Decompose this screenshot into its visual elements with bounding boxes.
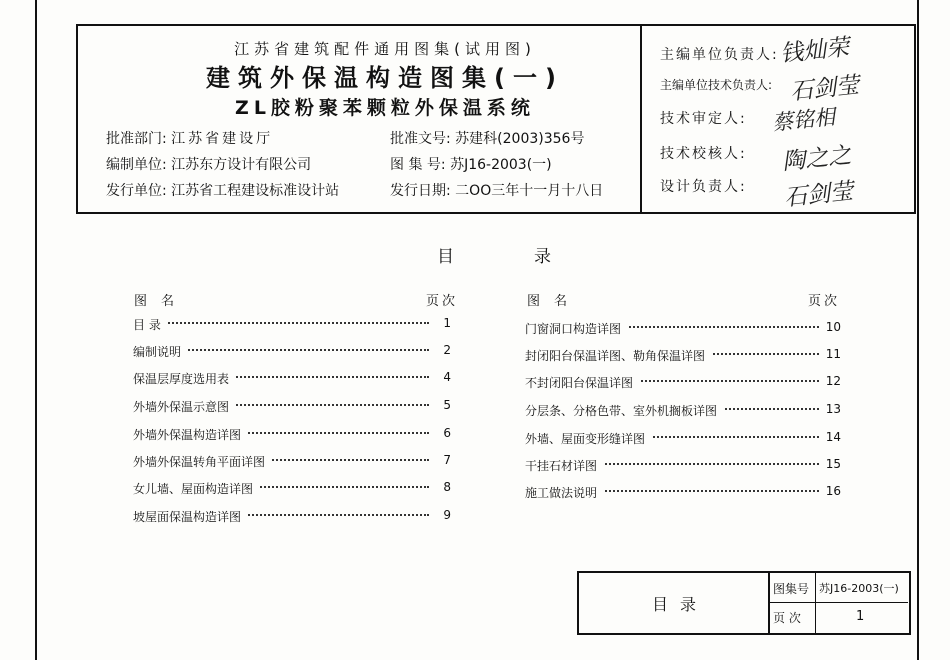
toc-item-page: 11 xyxy=(825,347,841,361)
approval-dept-label: 批准部门: xyxy=(106,131,167,147)
toc-item[interactable] xyxy=(133,316,451,336)
toc-item-name: 保温层厚度选用表 xyxy=(133,370,235,387)
compiler-row xyxy=(106,154,311,174)
signature-chief-unit-head: 钱灿荣 xyxy=(779,34,851,68)
toc-title-right: 录 xyxy=(534,247,551,267)
compiler: 江苏东方设计有限公司 xyxy=(171,157,312,173)
tech-reviewer-label: 技术审定人: xyxy=(660,111,747,127)
toc-item[interactable] xyxy=(133,426,451,446)
toc-item-name: 门窗洞口构造详图 xyxy=(525,320,627,337)
footer-page: 1 xyxy=(856,609,865,624)
right-col-name-header: 图名 xyxy=(527,294,582,309)
footer-atlas-no-label: 图集号 xyxy=(773,582,810,596)
approval-dept: 江苏省建设厅 xyxy=(171,131,274,147)
toc-item-page: 7 xyxy=(443,453,451,467)
toc-item[interactable] xyxy=(525,457,841,477)
atlas-no: 苏J16-2003(一) xyxy=(450,157,552,173)
atlas-no-row xyxy=(390,154,552,174)
approval-no-label: 批准文号: xyxy=(390,131,451,147)
toc-item-name: 外墙外保温构造详图 xyxy=(133,426,247,443)
toc-item-page: 15 xyxy=(825,457,841,471)
toc-item-page: 8 xyxy=(443,480,451,494)
toc-item-page: 5 xyxy=(443,398,451,412)
publisher-label: 发行单位: xyxy=(106,183,167,199)
tech-checker-label: 技术校核人: xyxy=(660,146,747,162)
footer-page-label: 页 次 xyxy=(773,611,801,625)
publisher: 江苏省工程建设标准设计站 xyxy=(171,183,340,199)
toc-item[interactable] xyxy=(525,430,841,450)
toc-item[interactable] xyxy=(133,480,451,500)
toc-item[interactable] xyxy=(525,484,841,504)
toc-item-name: 分层条、分格色带、室外机搁板详图 xyxy=(525,402,723,419)
compiler-label: 编制单位: xyxy=(106,157,167,173)
toc-item[interactable] xyxy=(525,320,841,340)
atlas-subtitle: ZL胶粉聚苯颗粒外保温系统 xyxy=(235,97,535,119)
toc-item[interactable] xyxy=(133,453,451,473)
toc-item-name: 目 录 xyxy=(133,316,167,333)
atlas-title: 建筑外保温构造图集(一) xyxy=(206,64,564,92)
approval-no: 苏建科(2003)356号 xyxy=(455,131,585,147)
publisher-row xyxy=(106,180,339,200)
design-head-label: 设计负责人: xyxy=(660,179,747,195)
toc-item-name: 编制说明 xyxy=(133,343,187,360)
issue-date-row xyxy=(390,180,603,200)
signature-chief-tech-head: 石剑莹 xyxy=(789,72,861,106)
issue-date: 二OO三年十一月十八日 xyxy=(455,183,604,199)
toc-item-page: 1 xyxy=(443,316,451,330)
approval-no-row xyxy=(390,128,584,148)
toc-item-name: 封闭阳台保温详图、勒角保温详图 xyxy=(525,347,711,364)
toc-item-page: 9 xyxy=(443,508,451,522)
signature-design-head: 石剑莹 xyxy=(783,178,855,212)
toc-item-page: 2 xyxy=(443,343,451,357)
toc-item[interactable] xyxy=(133,508,451,528)
toc-item-name: 不封闭阳台保温详图 xyxy=(525,374,639,391)
toc-item-page: 12 xyxy=(825,374,841,388)
toc-item-page: 13 xyxy=(825,402,841,416)
toc-item[interactable] xyxy=(525,374,841,394)
toc-item-name: 女儿墙、屋面构造详图 xyxy=(133,480,259,497)
signature-tech-reviewer: 蔡铭相 xyxy=(771,104,837,136)
toc-item[interactable] xyxy=(133,398,451,418)
toc-item[interactable] xyxy=(525,347,841,367)
left-col-page-header: 页次 xyxy=(426,294,459,309)
right-col-page-header: 页次 xyxy=(808,294,841,309)
toc-item-page: 10 xyxy=(825,320,841,334)
toc-title-left: 目 xyxy=(437,247,454,267)
toc-item-name: 外墙外保温示意图 xyxy=(133,398,235,415)
left-col-name-header: 图名 xyxy=(134,294,189,309)
toc-item-page: 4 xyxy=(443,370,451,384)
toc-item-page: 14 xyxy=(825,430,841,444)
chief-tech-head-label: 主编单位技术负责人: xyxy=(660,78,773,92)
toc-item-name: 坡屋面保温构造详图 xyxy=(133,508,247,525)
issue-date-label: 发行日期: xyxy=(390,183,451,199)
signature-tech-checker: 陶之之 xyxy=(781,142,853,176)
footer-atlas-no: 苏J16-2003(一) xyxy=(819,582,899,595)
title-block-divider xyxy=(640,24,642,212)
toc-item[interactable] xyxy=(133,370,451,390)
atlas-no-label: 图 集 号: xyxy=(390,157,446,173)
toc-item-name: 干挂石材详图 xyxy=(525,457,603,474)
toc-item-name: 外墙、屋面变形缝详图 xyxy=(525,430,651,447)
leader-dots xyxy=(133,322,429,324)
toc-item[interactable] xyxy=(133,343,451,363)
toc-item-name: 外墙外保温转角平面详图 xyxy=(133,453,271,470)
chief-unit-head-label: 主编单位负责人: xyxy=(660,47,779,63)
toc-item-page: 16 xyxy=(825,484,841,498)
footer-divider xyxy=(768,602,908,603)
toc-item-name: 施工做法说明 xyxy=(525,484,603,501)
series-title: 江苏省建筑配件通用图集(试用图) xyxy=(234,40,536,58)
approval-dept-row xyxy=(106,128,273,148)
toc-item-page: 6 xyxy=(443,426,451,440)
footer-title: 目录 xyxy=(652,595,709,614)
toc-item[interactable] xyxy=(525,402,841,422)
